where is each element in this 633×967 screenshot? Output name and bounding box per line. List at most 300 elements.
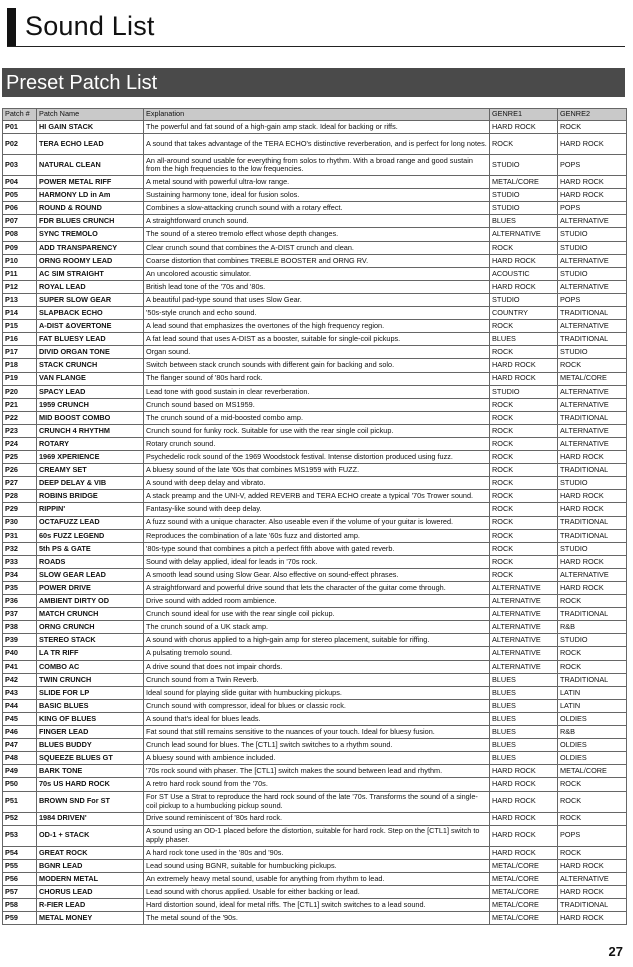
table-row <box>3 726 627 739</box>
cell-explanation: A metal sound with powerful ultra-low range. <box>144 176 490 189</box>
table-row <box>3 712 627 725</box>
cell-patch-name: POWER METAL RIFF <box>37 176 144 189</box>
cell-explanation: A sound that's ideal for blues leads. <box>144 712 490 725</box>
cell-genre1: ALTERNATIVE <box>490 608 558 621</box>
cell-genre2: ROCK <box>558 791 627 812</box>
cell-patch-number: P35 <box>3 582 37 595</box>
cell-explanation: An all-around sound usable for everything from solos to rhythm. With a broad range and good sustain from the high frequencies to the low frequencies. <box>144 155 490 176</box>
header-genre1: GENRE1 <box>490 109 558 121</box>
cell-genre1: ALTERNATIVE <box>490 647 558 660</box>
cell-patch-number: P16 <box>3 333 37 346</box>
cell-genre2: POPS <box>558 155 627 176</box>
cell-explanation: Crunch sound with compressor, ideal for blues or classic rock. <box>144 699 490 712</box>
cell-patch-number: P18 <box>3 359 37 372</box>
cell-genre2: TRADITIONAL <box>558 464 627 477</box>
table-row <box>3 254 627 267</box>
cell-patch-number: P07 <box>3 215 37 228</box>
cell-genre1: STUDIO <box>490 293 558 306</box>
cell-patch-number: P05 <box>3 189 37 202</box>
cell-genre2: STUDIO <box>558 477 627 490</box>
cell-patch-number: P30 <box>3 516 37 529</box>
cell-patch-name: CHORUS LEAD <box>37 885 144 898</box>
cell-patch-name: DIVID ORGAN TONE <box>37 346 144 359</box>
cell-explanation: Sustaining harmony tone, ideal for fusion solos. <box>144 189 490 202</box>
table-row <box>3 568 627 581</box>
cell-genre1: HARD ROCK <box>490 372 558 385</box>
table-row <box>3 885 627 898</box>
cell-patch-name: LA TR RIFF <box>37 647 144 660</box>
cell-patch-name: 1984 DRIVEN' <box>37 812 144 825</box>
cell-patch-number: P37 <box>3 608 37 621</box>
cell-genre2: ALTERNATIVE <box>558 398 627 411</box>
cell-patch-number: P04 <box>3 176 37 189</box>
table-row <box>3 608 627 621</box>
cell-patch-name: ORNG CRUNCH <box>37 621 144 634</box>
cell-genre2: R&B <box>558 726 627 739</box>
cell-patch-name: 70s US HARD ROCK <box>37 778 144 791</box>
table-row <box>3 202 627 215</box>
cell-genre1: ROCK <box>490 320 558 333</box>
cell-explanation: British lead tone of the '70s and '80s. <box>144 280 490 293</box>
page-header <box>7 8 625 46</box>
cell-genre2: STUDIO <box>558 241 627 254</box>
cell-genre1: ROCK <box>490 516 558 529</box>
table-row <box>3 739 627 752</box>
cell-patch-name: ROUND & ROUND <box>37 202 144 215</box>
cell-genre1: HARD ROCK <box>490 765 558 778</box>
cell-genre1: ALTERNATIVE <box>490 228 558 241</box>
cell-explanation: An extremely heavy metal sound, usable for anything from rhythm to lead. <box>144 872 490 885</box>
table-row <box>3 241 627 254</box>
cell-genre1: HARD ROCK <box>490 359 558 372</box>
cell-patch-number: P22 <box>3 411 37 424</box>
cell-genre1: ROCK <box>490 568 558 581</box>
cell-genre2: OLDIES <box>558 752 627 765</box>
cell-explanation: Sound with delay applied, ideal for leads in '70s rock. <box>144 555 490 568</box>
table-row <box>3 189 627 202</box>
table-body <box>3 121 627 925</box>
cell-genre1: STUDIO <box>490 385 558 398</box>
cell-patch-number: P47 <box>3 739 37 752</box>
cell-patch-number: P54 <box>3 846 37 859</box>
cell-explanation: Ideal sound for playing slide guitar with humbucking pickups. <box>144 686 490 699</box>
table-row <box>3 812 627 825</box>
cell-patch-number: P33 <box>3 555 37 568</box>
cell-genre2: POPS <box>558 825 627 846</box>
cell-explanation: A sound with deep delay and vibrato. <box>144 477 490 490</box>
table-row <box>3 155 627 176</box>
cell-explanation: Lead sound using BGNR, suitable for humbucking pickups. <box>144 859 490 872</box>
cell-patch-name: RIPPIN' <box>37 503 144 516</box>
cell-patch-name: R-FIER LEAD <box>37 898 144 911</box>
cell-patch-number: P36 <box>3 595 37 608</box>
table-row <box>3 752 627 765</box>
table-row <box>3 778 627 791</box>
cell-genre2: HARD ROCK <box>558 555 627 568</box>
cell-genre2: ALTERNATIVE <box>558 320 627 333</box>
cell-explanation: A stack preamp and the UNI-V, added REVERB and TERA ECHO create a typical '70s Trower sound. <box>144 490 490 503</box>
cell-patch-name: SUPER SLOW GEAR <box>37 293 144 306</box>
table-row <box>3 859 627 872</box>
cell-patch-name: COMBO AC <box>37 660 144 673</box>
cell-genre1: HARD ROCK <box>490 778 558 791</box>
cell-genre1: COUNTRY <box>490 307 558 320</box>
table-row <box>3 121 627 134</box>
cell-genre1: BLUES <box>490 699 558 712</box>
cell-genre2: HARD ROCK <box>558 503 627 516</box>
table-row <box>3 372 627 385</box>
cell-patch-number: P58 <box>3 898 37 911</box>
table-row <box>3 307 627 320</box>
table-row <box>3 765 627 778</box>
cell-explanation: A retro hard rock sound from the '70s. <box>144 778 490 791</box>
cell-explanation: Crunch sound from a Twin Reverb. <box>144 673 490 686</box>
cell-genre1: ROCK <box>490 437 558 450</box>
cell-explanation: '80s-type sound that combines a pitch a perfect fifth above with gated reverb. <box>144 542 490 555</box>
cell-patch-name: TERA ECHO LEAD <box>37 134 144 155</box>
cell-genre2: HARD ROCK <box>558 885 627 898</box>
cell-genre1: STUDIO <box>490 189 558 202</box>
cell-genre2: ALTERNATIVE <box>558 437 627 450</box>
cell-explanation: Lead sound with chorus applied. Usable for either backing or lead. <box>144 885 490 898</box>
cell-explanation: The flanger sound of '80s hard rock. <box>144 372 490 385</box>
cell-explanation: Crunch sound based on MS1959. <box>144 398 490 411</box>
cell-genre1: ROCK <box>490 490 558 503</box>
cell-patch-number: P11 <box>3 267 37 280</box>
cell-genre1: ROCK <box>490 241 558 254</box>
cell-genre1: BLUES <box>490 673 558 686</box>
cell-genre1: ROCK <box>490 134 558 155</box>
table-row <box>3 333 627 346</box>
cell-patch-name: SQUEEZE BLUES GT <box>37 752 144 765</box>
cell-genre2: HARD ROCK <box>558 134 627 155</box>
cell-patch-number: P45 <box>3 712 37 725</box>
cell-genre2: TRADITIONAL <box>558 307 627 320</box>
cell-patch-name: ROBINS BRIDGE <box>37 490 144 503</box>
cell-patch-number: P52 <box>3 812 37 825</box>
cell-genre1: ROCK <box>490 451 558 464</box>
cell-patch-number: P40 <box>3 647 37 660</box>
cell-patch-number: P39 <box>3 634 37 647</box>
cell-explanation: A bluesy sound of the late '60s that combines MS1959 with FUZZ. <box>144 464 490 477</box>
table-row <box>3 595 627 608</box>
cell-genre2: LATIN <box>558 699 627 712</box>
cell-genre2: ALTERNATIVE <box>558 872 627 885</box>
table-row <box>3 385 627 398</box>
cell-genre1: HARD ROCK <box>490 791 558 812</box>
cell-genre2: ROCK <box>558 660 627 673</box>
cell-genre1: ROCK <box>490 503 558 516</box>
cell-explanation: Hard distortion sound, ideal for metal riffs. The [CTL1] switch switches to a lead sound. <box>144 898 490 911</box>
cell-genre1: HARD ROCK <box>490 280 558 293</box>
cell-patch-number: P46 <box>3 726 37 739</box>
table-row <box>3 464 627 477</box>
cell-explanation: A pulsating tremolo sound. <box>144 647 490 660</box>
cell-explanation: A drive sound that does not impair chords. <box>144 660 490 673</box>
cell-explanation: A sound with chorus applied to a high-gain amp for stereo placement, suitable for riffing. <box>144 634 490 647</box>
cell-patch-name: 60s FUZZ LEGEND <box>37 529 144 542</box>
cell-explanation: A fat lead sound that uses A-DIST as a booster, suitable for single-coil pickups. <box>144 333 490 346</box>
cell-genre2: R&B <box>558 621 627 634</box>
cell-genre2: METAL/CORE <box>558 372 627 385</box>
table-row <box>3 791 627 812</box>
cell-patch-number: P19 <box>3 372 37 385</box>
cell-genre1: HARD ROCK <box>490 254 558 267</box>
cell-patch-name: ROTARY <box>37 437 144 450</box>
cell-genre1: ROCK <box>490 464 558 477</box>
cell-patch-name: FAT BLUESY LEAD <box>37 333 144 346</box>
cell-patch-number: P50 <box>3 778 37 791</box>
cell-genre1: BLUES <box>490 712 558 725</box>
cell-patch-number: P03 <box>3 155 37 176</box>
cell-genre2: ROCK <box>558 812 627 825</box>
cell-patch-name: SLAPBACK ECHO <box>37 307 144 320</box>
cell-patch-number: P10 <box>3 254 37 267</box>
cell-genre2: ROCK <box>558 121 627 134</box>
cell-patch-name: BARK TONE <box>37 765 144 778</box>
cell-patch-number: P01 <box>3 121 37 134</box>
cell-explanation: Fantasy-like sound with deep delay. <box>144 503 490 516</box>
cell-patch-number: P59 <box>3 912 37 925</box>
table-row <box>3 582 627 595</box>
cell-genre2: METAL/CORE <box>558 765 627 778</box>
cell-explanation: Reproduces the combination of a late '60s fuzz and distorted amp. <box>144 529 490 542</box>
cell-genre2: ALTERNATIVE <box>558 568 627 581</box>
header-patch-name: Patch Name <box>37 109 144 121</box>
cell-genre1: HARD ROCK <box>490 846 558 859</box>
cell-patch-number: P32 <box>3 542 37 555</box>
cell-patch-name: KING OF BLUES <box>37 712 144 725</box>
cell-patch-number: P21 <box>3 398 37 411</box>
cell-patch-number: P51 <box>3 791 37 812</box>
cell-patch-number: P14 <box>3 307 37 320</box>
cell-explanation: Fat sound that still remains sensitive to the nuances of your touch. Ideal for bluesy fusion. <box>144 726 490 739</box>
cell-patch-name: CREAMY SET <box>37 464 144 477</box>
cell-genre2: ALTERNATIVE <box>558 280 627 293</box>
cell-explanation: Clear crunch sound that combines the A-DIST crunch and clean. <box>144 241 490 254</box>
cell-genre2: STUDIO <box>558 634 627 647</box>
table-row <box>3 529 627 542</box>
cell-genre2: HARD ROCK <box>558 189 627 202</box>
cell-genre1: ROCK <box>490 398 558 411</box>
cell-genre2: HARD ROCK <box>558 176 627 189</box>
cell-patch-name: BLUES BUDDY <box>37 739 144 752</box>
cell-patch-number: P15 <box>3 320 37 333</box>
cell-patch-name: VAN FLANGE <box>37 372 144 385</box>
cell-genre2: ALTERNATIVE <box>558 215 627 228</box>
cell-patch-number: P09 <box>3 241 37 254</box>
cell-explanation: Rotary crunch sound. <box>144 437 490 450</box>
cell-explanation: Crunch sound ideal for use with the rear single coil pickup. <box>144 608 490 621</box>
table-row <box>3 673 627 686</box>
cell-explanation: Coarse distortion that combines TREBLE BOOSTER and ORNG RV. <box>144 254 490 267</box>
cell-genre2: HARD ROCK <box>558 582 627 595</box>
cell-genre1: METAL/CORE <box>490 872 558 885</box>
cell-patch-number: P06 <box>3 202 37 215</box>
cell-patch-name: 1959 CRUNCH <box>37 398 144 411</box>
cell-patch-name: HI GAIN STACK <box>37 121 144 134</box>
cell-patch-name: SLIDE FOR LP <box>37 686 144 699</box>
cell-genre2: ALTERNATIVE <box>558 385 627 398</box>
header-genre2: GENRE2 <box>558 109 627 121</box>
cell-genre2: ROCK <box>558 595 627 608</box>
cell-patch-number: P24 <box>3 437 37 450</box>
cell-genre1: BLUES <box>490 739 558 752</box>
cell-explanation: A sound that takes advantage of the TERA ECHO's distinctive reverberation, and is perfect for long notes. <box>144 134 490 155</box>
table-row <box>3 542 627 555</box>
table-row <box>3 134 627 155</box>
cell-patch-name: A-DIST &OVERTONE <box>37 320 144 333</box>
cell-patch-name: OD-1 + STACK <box>37 825 144 846</box>
cell-patch-name: MODERN METAL <box>37 872 144 885</box>
table-header <box>3 109 627 121</box>
cell-genre2: HARD ROCK <box>558 451 627 464</box>
cell-patch-number: P49 <box>3 765 37 778</box>
cell-explanation: Switch between stack crunch sounds with different gain for backing and solo. <box>144 359 490 372</box>
cell-patch-name: ROYAL LEAD <box>37 280 144 293</box>
table-row <box>3 176 627 189</box>
cell-patch-name: POWER DRIVE <box>37 582 144 595</box>
cell-patch-number: P29 <box>3 503 37 516</box>
cell-explanation: For ST Use a Strat to reproduce the hard rock sound of the late '70s. Transforms the sound of a single-coil pickup to a humbucking pickup sound. <box>144 791 490 812</box>
cell-explanation: A fuzz sound with a unique character. Also useable even if the volume of your guitar is lowered. <box>144 516 490 529</box>
cell-explanation: '70s rock sound with phaser. The [CTL1] switch makes the sound between lead and rhythm. <box>144 765 490 778</box>
cell-explanation: Drive sound reminiscent of '80s hard rock. <box>144 812 490 825</box>
cell-explanation: A beautiful pad-type sound that uses Slow Gear. <box>144 293 490 306</box>
table-row <box>3 898 627 911</box>
cell-genre1: STUDIO <box>490 155 558 176</box>
cell-patch-number: P28 <box>3 490 37 503</box>
table-row <box>3 437 627 450</box>
cell-patch-number: P17 <box>3 346 37 359</box>
cell-explanation: Crunch lead sound for blues. The [CTL1] switch switches to a rhythm sound. <box>144 739 490 752</box>
cell-patch-number: P25 <box>3 451 37 464</box>
table-row <box>3 293 627 306</box>
cell-genre1: METAL/CORE <box>490 859 558 872</box>
cell-genre1: ROCK <box>490 555 558 568</box>
cell-genre2: STUDIO <box>558 228 627 241</box>
cell-patch-name: METAL MONEY <box>37 912 144 925</box>
table-row <box>3 490 627 503</box>
table-row <box>3 267 627 280</box>
cell-genre2: ALTERNATIVE <box>558 254 627 267</box>
table-row <box>3 621 627 634</box>
cell-patch-name: HARMONY LD in Am <box>37 189 144 202</box>
table-row <box>3 359 627 372</box>
cell-patch-name: STEREO STACK <box>37 634 144 647</box>
table-row <box>3 424 627 437</box>
cell-explanation: The crunch sound of a mid-boosted combo amp. <box>144 411 490 424</box>
cell-genre2: ROCK <box>558 359 627 372</box>
cell-patch-name: MATCH CRUNCH <box>37 608 144 621</box>
cell-genre1: ROCK <box>490 346 558 359</box>
cell-explanation: A straightforward and powerful drive sound that lets the character of the guitar come through. <box>144 582 490 595</box>
cell-patch-number: P27 <box>3 477 37 490</box>
table-row <box>3 825 627 846</box>
cell-patch-number: P48 <box>3 752 37 765</box>
cell-genre2: TRADITIONAL <box>558 333 627 346</box>
cell-genre2: POPS <box>558 202 627 215</box>
cell-explanation: Drive sound with added room ambience. <box>144 595 490 608</box>
cell-patch-name: ORNG ROOMY LEAD <box>37 254 144 267</box>
table-row <box>3 647 627 660</box>
cell-explanation: The sound of a stereo tremolo effect whose depth changes. <box>144 228 490 241</box>
cell-genre2: OLDIES <box>558 739 627 752</box>
cell-explanation: A bluesy sound with ambience included. <box>144 752 490 765</box>
cell-genre2: POPS <box>558 293 627 306</box>
table-row <box>3 280 627 293</box>
cell-patch-number: P02 <box>3 134 37 155</box>
cell-genre2: HARD ROCK <box>558 912 627 925</box>
cell-genre1: BLUES <box>490 215 558 228</box>
table-row <box>3 398 627 411</box>
cell-patch-name: SYNC TREMOLO <box>37 228 144 241</box>
page-number: 27 <box>608 944 623 959</box>
cell-genre1: ROCK <box>490 411 558 424</box>
cell-patch-name: ROADS <box>37 555 144 568</box>
cell-explanation: The crunch sound of a UK stack amp. <box>144 621 490 634</box>
cell-explanation: Psychedelic rock sound of the 1969 Woodstock festival. Intense distortion produced using fuzz. <box>144 451 490 464</box>
cell-patch-name: FINGER LEAD <box>37 726 144 739</box>
cell-patch-name: ADD TRANSPARENCY <box>37 241 144 254</box>
cell-genre1: ALTERNATIVE <box>490 595 558 608</box>
cell-patch-number: P56 <box>3 872 37 885</box>
table-row <box>3 846 627 859</box>
cell-patch-name: NATURAL CLEAN <box>37 155 144 176</box>
cell-genre2: TRADITIONAL <box>558 898 627 911</box>
table-row <box>3 451 627 464</box>
table-row <box>3 411 627 424</box>
cell-patch-number: P26 <box>3 464 37 477</box>
cell-genre1: BLUES <box>490 752 558 765</box>
page-title: Sound List <box>25 11 155 41</box>
cell-genre2: TRADITIONAL <box>558 608 627 621</box>
cell-patch-number: P43 <box>3 686 37 699</box>
cell-genre1: HARD ROCK <box>490 812 558 825</box>
cell-explanation: A lead sound that emphasizes the overtones of the high frequency region. <box>144 320 490 333</box>
cell-explanation: Organ sound. <box>144 346 490 359</box>
cell-genre1: BLUES <box>490 726 558 739</box>
cell-genre1: METAL/CORE <box>490 176 558 189</box>
cell-explanation: A smooth lead sound using Slow Gear. Also effective on sound-effect phrases. <box>144 568 490 581</box>
cell-patch-number: P55 <box>3 859 37 872</box>
cell-genre1: ALTERNATIVE <box>490 621 558 634</box>
header-patch-number: Patch # <box>3 109 37 121</box>
cell-genre2: TRADITIONAL <box>558 516 627 529</box>
cell-genre1: METAL/CORE <box>490 912 558 925</box>
cell-genre2: ROCK <box>558 647 627 660</box>
cell-genre1: METAL/CORE <box>490 885 558 898</box>
cell-patch-name: FDR BLUES CRUNCH <box>37 215 144 228</box>
cell-genre2: ALTERNATIVE <box>558 424 627 437</box>
cell-patch-name: SLOW GEAR LEAD <box>37 568 144 581</box>
cell-genre2: ROCK <box>558 778 627 791</box>
cell-patch-name: OCTAFUZZ LEAD <box>37 516 144 529</box>
cell-patch-number: P08 <box>3 228 37 241</box>
cell-explanation: A hard rock tone used in the '80s and '90s. <box>144 846 490 859</box>
cell-genre1: ALTERNATIVE <box>490 582 558 595</box>
table-row <box>3 555 627 568</box>
cell-genre1: ALTERNATIVE <box>490 634 558 647</box>
cell-patch-name: DEEP DELAY & VIB <box>37 477 144 490</box>
cell-patch-name: GREAT ROCK <box>37 846 144 859</box>
cell-patch-number: P13 <box>3 293 37 306</box>
cell-genre1: HARD ROCK <box>490 121 558 134</box>
cell-patch-name: MID BOOST COMBO <box>37 411 144 424</box>
cell-patch-name: 5th PS & GATE <box>37 542 144 555</box>
cell-explanation: Crunch sound for funky rock. Suitable for use with the rear single coil pickup. <box>144 424 490 437</box>
cell-genre2: STUDIO <box>558 267 627 280</box>
